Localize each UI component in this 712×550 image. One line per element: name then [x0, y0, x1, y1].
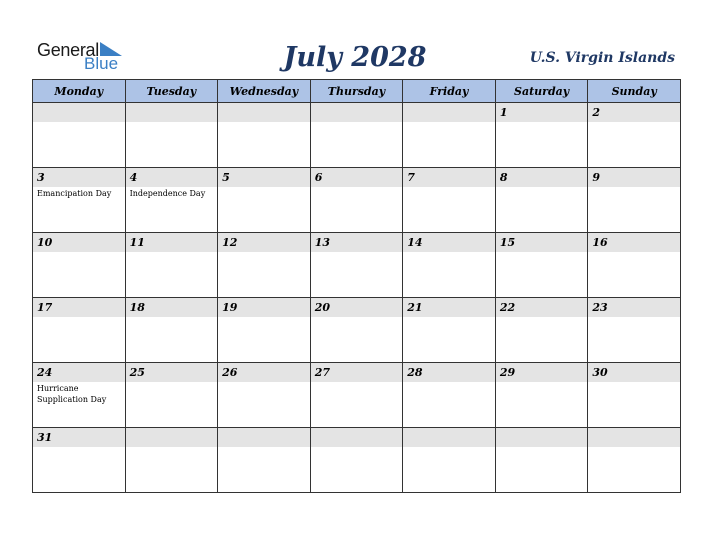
day-number-band [126, 168, 218, 187]
day-number-band [588, 103, 680, 122]
day-number-band [588, 233, 680, 252]
day-cell [310, 363, 403, 428]
day-cell [403, 298, 496, 363]
week-row [33, 428, 681, 493]
day-number: 11 [129, 236, 145, 249]
day-number-band [496, 428, 588, 447]
day-number: 15 [499, 236, 516, 249]
day-number-band [588, 168, 680, 187]
day-cell [403, 103, 496, 168]
day-number-band [33, 103, 125, 122]
day-cell [310, 168, 403, 233]
day-number-band [496, 103, 588, 122]
day-number-band [311, 233, 403, 252]
calendar-grid [32, 79, 681, 493]
week-row [33, 298, 681, 363]
week-row [33, 103, 681, 168]
day-cell [218, 363, 311, 428]
day-number: 27 [314, 366, 330, 379]
holiday-label: Emancipation Day [37, 189, 112, 198]
day-cell [125, 233, 218, 298]
day-cell [125, 298, 218, 363]
day-number: 17 [37, 301, 53, 314]
day-number-band [218, 168, 310, 187]
day-cell [588, 168, 681, 233]
day-number-band [218, 428, 310, 447]
day-number-band [218, 233, 310, 252]
day-number: 14 [407, 236, 423, 249]
day-cell [125, 103, 218, 168]
day-number: 8 [499, 171, 508, 184]
day-number-band [33, 298, 125, 317]
logo-text-general: General [37, 40, 99, 60]
day-cell [588, 298, 681, 363]
day-number-band [403, 168, 495, 187]
day-number-band [496, 168, 588, 187]
day-cell [33, 363, 126, 428]
day-cell [218, 103, 311, 168]
day-number-band [311, 428, 403, 447]
day-cell [125, 363, 218, 428]
day-cell [495, 168, 588, 233]
day-number-band [311, 168, 403, 187]
week-row [33, 168, 681, 233]
day-cell [33, 428, 126, 493]
day-number: 23 [592, 301, 608, 314]
day-number: 21 [407, 301, 423, 314]
holiday-label: Independence Day [129, 189, 206, 198]
day-number: 25 [129, 366, 145, 379]
day-number: 9 [592, 171, 601, 184]
weekday-sunday: Sunday [588, 80, 681, 103]
weekday-thursday: Thursday [310, 80, 403, 103]
day-number-band [403, 363, 495, 382]
day-number: 4 [129, 171, 138, 184]
day-number-band [126, 298, 218, 317]
day-cell [310, 298, 403, 363]
day-number: 1 [499, 106, 508, 119]
day-cell [218, 428, 311, 493]
day-cell [403, 363, 496, 428]
week-row [33, 233, 681, 298]
day-cell [125, 168, 218, 233]
day-number: 24 [37, 366, 53, 379]
calendar-region: U.S. Virgin Islands [529, 50, 675, 66]
day-number-band [403, 298, 495, 317]
weekday-header-row [33, 80, 681, 103]
day-cell [33, 298, 126, 363]
day-number-band [126, 103, 218, 122]
day-number: 6 [314, 171, 323, 184]
holiday-label: Hurricane Supplication Day [37, 384, 107, 404]
day-number-band [218, 363, 310, 382]
day-number: 13 [314, 236, 330, 249]
day-number-band [496, 298, 588, 317]
day-number-band [218, 298, 310, 317]
day-number: 7 [407, 171, 415, 184]
day-number: 12 [222, 236, 238, 249]
day-cell [403, 233, 496, 298]
day-number-band [496, 363, 588, 382]
day-number-band [126, 428, 218, 447]
day-number-band [311, 103, 403, 122]
day-number-band [496, 233, 588, 252]
day-number: 29 [499, 366, 516, 379]
day-cell [495, 233, 588, 298]
day-number: 2 [592, 106, 601, 119]
day-cell [588, 233, 681, 298]
day-number-band [403, 103, 495, 122]
day-cell [495, 428, 588, 493]
day-cell [310, 103, 403, 168]
day-cell [588, 363, 681, 428]
weekday-wednesday: Wednesday [218, 80, 311, 103]
day-number-band [311, 363, 403, 382]
day-number-band [218, 103, 310, 122]
day-number-band [588, 428, 680, 447]
day-number-band [33, 363, 125, 382]
day-cell [33, 103, 126, 168]
day-number: 22 [499, 301, 516, 314]
weekday-tuesday: Tuesday [125, 80, 218, 103]
day-cell [495, 103, 588, 168]
day-cell [403, 428, 496, 493]
day-number: 31 [37, 431, 53, 444]
logo-text-blue: Blue [84, 54, 119, 73]
day-cell [218, 298, 311, 363]
day-number-band [33, 168, 125, 187]
generalblue-logo [37, 40, 127, 74]
day-number: 3 [37, 171, 45, 184]
day-number-band [588, 363, 680, 382]
day-number-band [126, 363, 218, 382]
calendar-title: July 2028 [283, 42, 427, 73]
week-row [33, 363, 681, 428]
day-cell [218, 233, 311, 298]
day-cell [310, 428, 403, 493]
weekday-monday: Monday [33, 80, 126, 103]
day-cell [403, 168, 496, 233]
day-cell [33, 233, 126, 298]
day-number: 30 [592, 366, 608, 379]
day-number: 20 [314, 301, 330, 314]
day-cell [125, 428, 218, 493]
day-cell [218, 168, 311, 233]
day-number: 10 [37, 236, 53, 249]
day-number: 19 [222, 301, 238, 314]
day-number-band [311, 298, 403, 317]
day-number-band [33, 428, 125, 447]
day-number: 5 [222, 171, 230, 184]
day-cell [310, 233, 403, 298]
day-number: 28 [407, 366, 423, 379]
day-cell [495, 363, 588, 428]
day-number: 18 [129, 301, 145, 314]
day-number-band [403, 233, 495, 252]
day-number: 26 [222, 366, 238, 379]
weekday-friday: Friday [403, 80, 496, 103]
day-number-band [33, 233, 125, 252]
day-cell [495, 298, 588, 363]
weekday-saturday: Saturday [495, 80, 588, 103]
day-number: 16 [592, 236, 608, 249]
day-cell [588, 428, 681, 493]
day-cell [33, 168, 126, 233]
day-number-band [588, 298, 680, 317]
day-number-band [403, 428, 495, 447]
day-cell [588, 103, 681, 168]
day-number-band [126, 233, 218, 252]
